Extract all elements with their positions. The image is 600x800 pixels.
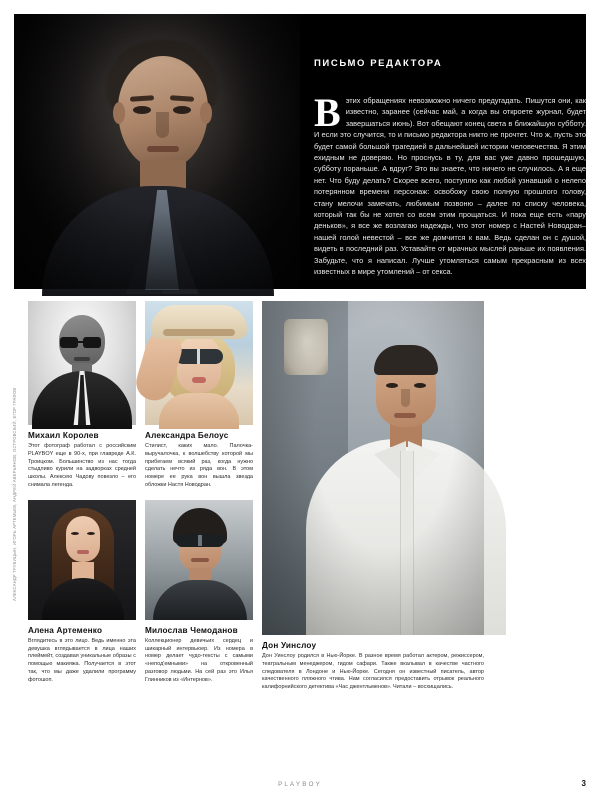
contributor-card (28, 301, 136, 490)
editorial-heading: ПИСЬМО РЕДАКТОРА (314, 58, 443, 69)
contributor-bio: Стилист, каких мало. Палочка-выручалочка, к волшебству которой мы прибегаем всякий раз, когда нужно сделать нечто из ряда вон. В этом номере ее рука вон вышла звезда обложки Настя Новодран. (145, 443, 253, 488)
editorial-dropcap: В (314, 90, 341, 135)
page-footer (14, 781, 586, 788)
editorial-body (314, 90, 586, 278)
editorial-signature: ВЛАД ИВАНЕНКО (512, 286, 586, 296)
contributor-card (28, 500, 136, 685)
contributor-photo-mikhail-korolev (28, 301, 136, 425)
contributor-name: Дон Уинслоу (262, 641, 317, 650)
contributor-bio: Вглядитесь в это лицо. Ведь именно эта девушка вглядывается в лица наших плеймейт, создавая уникальные образы с помощью макияжа. Получается в этот так, что мы даже удалили программу фотошоп. (28, 637, 136, 683)
contributor-photo-miloslav-chemodanov (145, 500, 253, 620)
editorial-section (14, 14, 586, 296)
contributor-photo-aleksandra-belous (145, 301, 253, 425)
contributor-bio: Коллекционер девичьих сердец и шикарный интервьюер. Из номера в номер делает чудо-тексты с самыми «непод'емными» на откровенный разговор людьми. На сей раз это Илья Глинников из «Интернов». (145, 637, 253, 683)
contributor-photo-alena-artemenko (28, 500, 136, 620)
portrait-vignette (14, 14, 300, 289)
footer-brand: PLAYBOY (278, 781, 322, 788)
editor-portrait-photo (14, 14, 300, 289)
contributor-card (262, 301, 484, 692)
contributor-card (145, 500, 253, 685)
editorial-body-text: этих обращениях невозможно ничего предугадать. Пишутся они, как известно, заранее (сейчас май, а когда вы откроете журнал, будет завершаться июнь). Вот обещают конец света в ближайшую субботу. И если это случится, то и письмо редактора никто не прочтет. Что ж, пусть это будет самой большой трагедией в дальнейшей истории человечества. Я этим ехидным не доверяю. Но проснусь в ту, для вас уже давно прошедшую, субботу пораньше. А вдруг? Это вы знаете, что ничего не случилось. А я еще нет. Что буду делать? Скорее всего, поступлю как любой узнавший о нелепо потерянном времени персонаж: освобожу свою полную прошлого голову, стану мелочи замечать, любимым позвоню – далее по списку человека, который так бы не хотел со всем этим прощаться. И пока еще есть «пару деньков», я все же возлагаю надежды, что этот номер с Настей Новодран– нашей голой невестой – все же домчится к вам. Ведь сделан он с душой, видеть в последний раз. Уставайте от мрачных мыслей раньше их появления. Забудьте, что я написал. Лучше утомляться самым прекрасным из всех известных в мире утомлений – от секса. (314, 96, 586, 277)
page-number: 3 (581, 779, 586, 788)
contributors-column-left (28, 301, 136, 702)
contributors-column-middle (145, 301, 253, 702)
contributor-name: Милослав Чемоданов (145, 625, 238, 635)
contributor-name: Александра Белоус (145, 431, 229, 440)
contributor-name: Михаил Королев (28, 431, 99, 440)
contributor-card (145, 301, 253, 490)
side-credit-line: АЛЕКСАНДР ТРУБИЦЫН, ИГОРЬ АРТЕМЬЕВ, АНДРЕЙ АВЕРЬЯНОВ, ОСТРОВСКИЙ, ЕГОР ГРАФОВ (12, 387, 17, 601)
contributors-section (14, 301, 586, 702)
contributor-name: Алена Артеменко (28, 625, 103, 635)
contributor-photo-don-winslow (262, 301, 484, 635)
contributor-bio: Этот фотограф работал с российским PLAYBOY еще в 90-х, при главреде А.К. Троицком. Большинство из нас тогда стыдливо курили на задворках средней школы. Алексею Чадову повезло – его снимала легенда. (28, 443, 136, 488)
contributors-column-right (262, 301, 484, 702)
editorial-text-column (314, 14, 586, 296)
contributor-bio: Дон Уинслоу родился в Нью-Йорке. В разное время работал актером, режиссером, театральным менеджером, гидом сафари. Также вкалывал в качестве частного следователя в Лондоне и Нью-Йорке. Сегодня он известный писатель, автор качественного пляжного чтива. Нам согласился предоставить отрывок реального калифорнийского детектива «Час джентльменов». Читали – восхищались. (262, 653, 484, 691)
